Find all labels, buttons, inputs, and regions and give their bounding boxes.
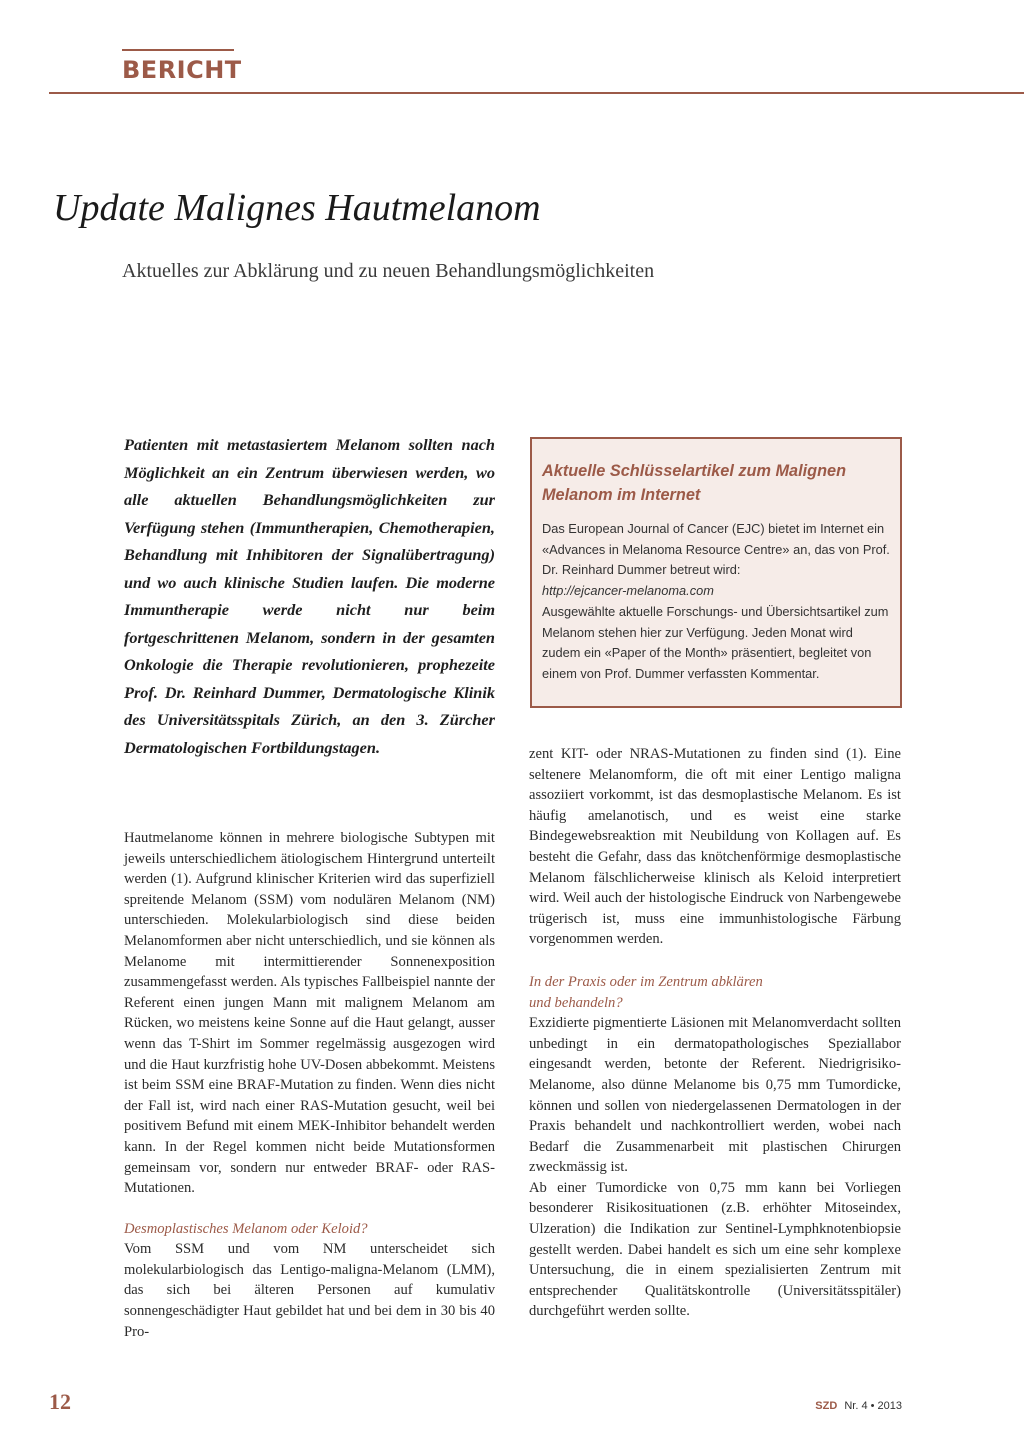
- left-paragraph-2: Vom SSM und vom NM unterscheidet sich molekularbiologisch das Lentigo-maligna-Melanom (LMM), das sich bei älteren Personen auf kumulativ sonnengeschädigter Haut gebildet hat und bei dem in 30 bis 40 Pro-: [124, 1241, 495, 1340]
- sidebar-link[interactable]: http://ejcancer-melanoma.com: [542, 583, 714, 599]
- left-paragraph-1: Hautmelanome können in mehrere biologische Subtypen mit jeweils unterschiedlichem ätiologischem Hintergrund unterteilt werden (1). Aufgrund klinischer Kriterien wird das superfiziell spreitende Melanom (SSM) vom nodulären Melanom (NM) unterschieden. Molekularbiologisch sind diese beiden Melanomformen aber nicht unterschiedlich, und sie können als Melanome mit intermittierender Sonnenexposition zusammengefasst werden. Als typisches Fallbeispiel nannte der Referent einen jungen Mann mit malignem Melanom am Rücken, wo meistens keine Sonne auf die Haut gelangt, ausser wenn das T-Shirt im Sommer regelmässig ausgezogen wird und die Haut kurzfristig hohe UV-Dosen abbekommt. Meistens ist beim SSM eine BRAF-Mutation zu finden. Wenn dies nicht der Fall ist, wird nach einer RAS-Mutation gesucht, weil bei positivem Befund mit einem MEK-Inhibitor behandelt werden kann. In der Regel kommen nicht beide Mutationsformen gemeinsam vor, sondern nur entweder BRAF- oder RAS-Mutationen.: [124, 830, 495, 1197]
- subheading-practice-line-2: und behandeln?: [529, 994, 623, 1011]
- header-rule: [49, 92, 1024, 94]
- sidebar-text-1: Das European Journal of Cancer (EJC) bietet im Internet ein «Advances in Melanoma Resource Centre» an, das von Prof. Dr. Reinhard Dummer betreut wird:: [542, 521, 890, 578]
- sidebar-box: [530, 437, 902, 708]
- right-paragraph-1: zent KIT- oder NRAS-Mutationen zu finden sind (1). Eine seltenere Melanomform, die oft mit einer Lentigo maligna assoziiert vorkommt, ist das desmoplastische Melanom. Es ist häufig amelanotisch, und es weist eine starke Bindegewebsreaktion mit Neubildung von Kollagen auf. Es besteht die Gefahr, dass das knötchenförmige desmoplastische Melanom fälschlicherweise klinisch als Keloid interpretiert wird. Weil auch der histologische Eindruck von Narbengewebe trügerisch ist, muss eine immunhistologische Färbung vorgenommen werden.: [529, 746, 901, 948]
- right-paragraph-2: Exzidierte pigmentierte Läsionen mit Melanomverdacht sollten unbedingt in ein dermatopathologisches Speziallabor eingesandt werden, betonte der Referent. Niedrigrisiko-Melanome, also dünne Melanome bis 0,75 mm Tumordicke, können und sollen von niedergelassenen Dermatologen in der Praxis behandelt und nachkontrolliert werden, wobei nach Bedarf die Zusammenarbeit mit plastischen Chirurgen zweckmässig ist.: [529, 1015, 901, 1176]
- subheading-desmoplastic: Desmoplastisches Melanom oder Keloid?: [124, 1220, 368, 1237]
- sidebar-text-2: Ausgewählte aktuelle Forschungs- und Übersichtsartikel zum Melanom stehen hier zur Verfügung. Jeden Monat wird zudem ein «Paper of the Month» präsentiert, begleitet von einem von Prof. Dummer verfassten Kommentar.: [542, 603, 889, 681]
- right-paragraph-3: Ab einer Tumordicke von 0,75 mm kann bei Vorliegen besonderer Risikosituationen (z.B. erhöhter Mitoseindex, Ulzeration) die Indikation zur Sentinel-Lymphknotenbiopsie gestellt werden. Dabei handelt es sich um eine sehr komplexe Untersuchung, die in einem spezialisierten Zentrum mit entsprechender Qualitätskontrolle (Universitätsspitäler) durchgeführt werden sollte.: [529, 1179, 901, 1320]
- left-column: [124, 828, 495, 1342]
- sidebar-body: [542, 519, 890, 685]
- right-column: [529, 744, 901, 1322]
- journal-issue: Nr. 4 • 2013: [844, 1400, 902, 1412]
- article-title: Update Malignes Hautmelanom: [53, 187, 541, 229]
- sidebar-title: Aktuelle Schlüsselartikel zum Malignen Melanom im Internet: [542, 462, 847, 504]
- subheading-practice-line-1: In der Praxis oder im Zentrum abklären: [529, 973, 763, 990]
- subheading-practice: [529, 972, 901, 1013]
- journal-name: SZD: [815, 1400, 838, 1412]
- article-lead: Patienten mit metastasiertem Melanom sollten nach Möglichkeit an ein Zentrum überwiesen werden, wo alle aktuellen Behandlungsmöglichkeiten zur Verfügung stehen (Immuntherapien, Chemotherapien, Behandlung mit Inhibitoren der Signalübertragung) und wo auch klinische Studien laufen. Die moderne Immuntherapie werde nicht nur beim fortgeschrittenen Melanom, sondern in der gesamten Onkologie die Therapie revolutionieren, prophezeite Prof. Dr. Reinhard Dummer, Dermatologische Klinik des Universitätsspitals Zürich, an den 3. Zürcher Dermatologischen Fortbildungstagen.: [124, 435, 495, 757]
- page-number: 12: [49, 1389, 71, 1414]
- section-rule-top: [122, 49, 234, 51]
- section-label: BERICHT: [122, 56, 242, 84]
- journal-info: [815, 1400, 902, 1412]
- article-subtitle: Aktuelles zur Abklärung und zu neuen Behandlungsmöglichkeiten: [122, 260, 655, 282]
